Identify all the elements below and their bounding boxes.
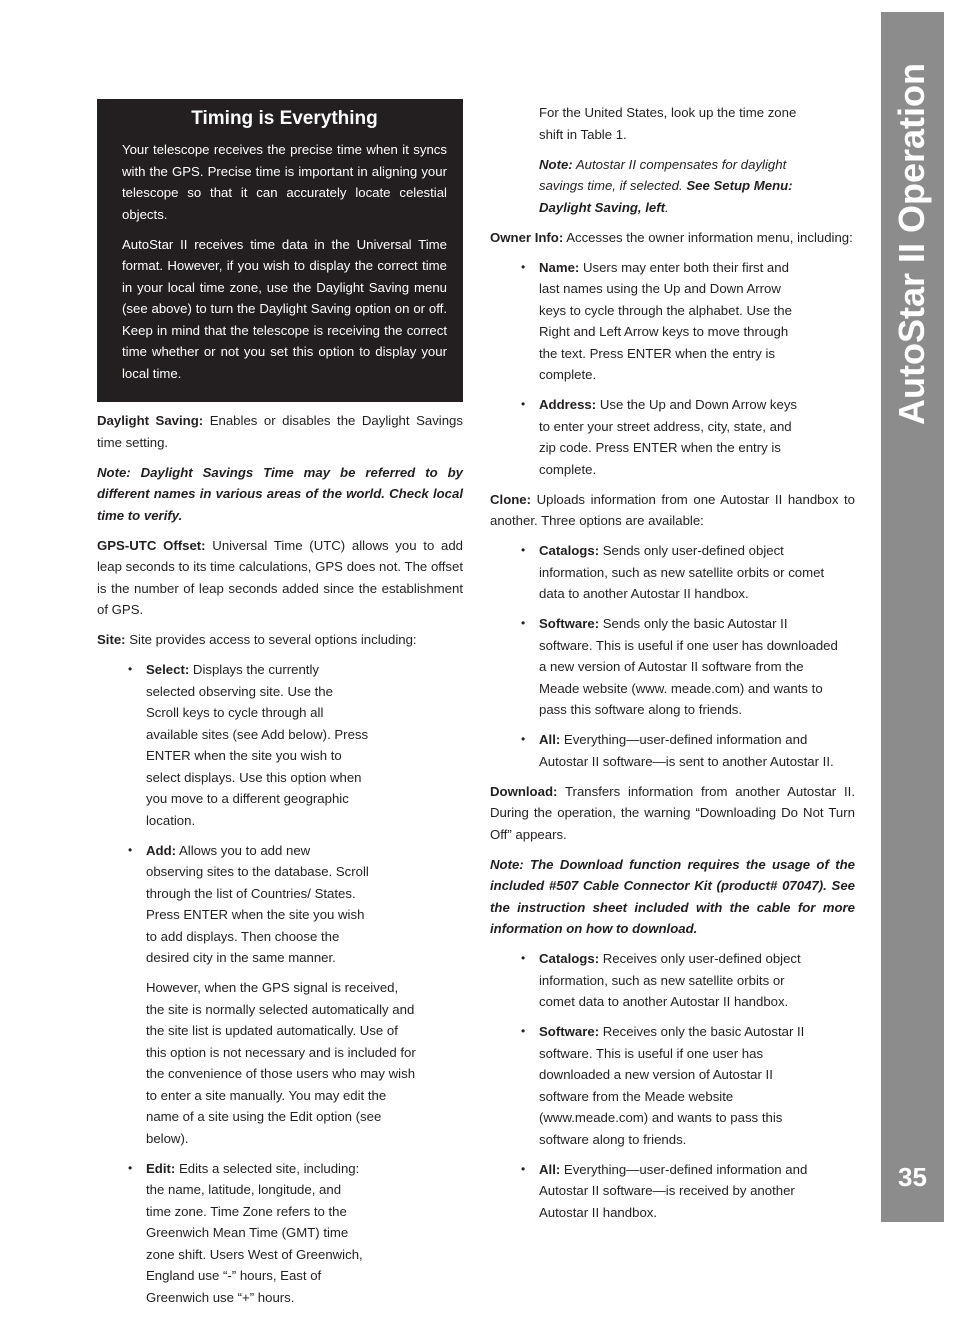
bullet: • — [521, 616, 526, 630]
item-label: All: — [539, 1161, 561, 1177]
item-text: Use the Up and Down Arrow keys to enter your street address, city, state, and zip code. Press ENTER when the entry is complete. — [539, 397, 798, 477]
list-item — [490, 540, 842, 605]
page-number: 35 — [898, 1162, 927, 1192]
note-reference: See Setup Menu: Daylight Saving, left — [539, 178, 793, 215]
list-item — [97, 659, 369, 831]
bullet: • — [128, 662, 133, 676]
owner-info-entry — [490, 227, 855, 249]
item-text: Receives only user-defined object information, such as new satellite orbits or comet data to another Autostar II handbox. — [539, 951, 801, 1009]
item-label: Name: — [539, 259, 580, 275]
list-item — [490, 257, 810, 386]
list-item — [490, 1021, 820, 1150]
daylight-compensation-note — [490, 154, 814, 219]
list-item — [97, 1158, 369, 1309]
site-options-list — [97, 659, 369, 969]
item-text: Everything—user-defined information and Autostar II software—is sent to another Autostar II. — [539, 732, 834, 769]
entry-text: Uploads information from one Autostar II handbox to another. Three options are available: — [490, 491, 855, 528]
side-tab — [881, 12, 944, 1222]
time-zone-paragraph: For the United States, look up the time zone shift in Table 1. — [539, 105, 797, 142]
bullet: • — [128, 842, 133, 857]
sidebox-title: Timing is Everything — [191, 108, 378, 129]
item-text: Edits a selected site, including: the name, latitude, longitude, and time zone. Time Zone refers to the Greenwich Mean Time (GMT) time zone shift. Users West of Greenwich, England use “-” hours, East of Greenwich use “+” hours. — [146, 1160, 363, 1305]
item-label: Address: — [539, 397, 597, 412]
entry-text: Site provides access to several options including: — [125, 632, 417, 647]
entry-text: Accesses the owner information menu, including: — [563, 229, 853, 245]
note-end: . — [665, 199, 669, 215]
item-label: Software: — [539, 1024, 600, 1039]
bullet: • — [521, 1161, 526, 1176]
item-label: Add: — [146, 842, 177, 858]
item-text: Sends only user-defined object information, such as new satellite orbits or comet data to another Autostar II handbox. — [539, 543, 825, 601]
list-item — [97, 840, 369, 969]
download-options-list — [490, 948, 820, 1223]
bullet: • — [521, 397, 526, 411]
entry-text: Transfers information from another Autostar II. During the operation, the warning “Downloading Do Not Turn Off” appears. — [490, 783, 855, 842]
list-item — [490, 394, 810, 480]
list-item — [490, 1159, 820, 1224]
clone-entry — [490, 489, 855, 532]
add-extra-paragraph: However, when the GPS signal is received, the site is normally selected automatically and the site list is updated automatically. Use of this option is not necessary and is included for the convenience of those users who may wish to enter a site manually. You may edit the name of a site using the Edit option (see below). — [146, 980, 416, 1146]
item-label: Edit: — [146, 1160, 176, 1176]
clone-options-list — [490, 540, 842, 772]
left-column — [97, 99, 463, 1317]
bullet: • — [128, 1160, 133, 1175]
note-text: Autostar II compensates for daylight savings time, if selected. — [539, 156, 787, 193]
timing-sidebox — [97, 99, 463, 402]
entry-label: Download: — [490, 783, 558, 799]
site-options-list-2 — [97, 1158, 369, 1309]
daylight-saving-entry — [97, 410, 463, 453]
item-label: Catalogs: — [539, 543, 600, 558]
bullet: • — [521, 1024, 526, 1038]
item-text: Allows you to add new observing sites to the database. Scroll through the list of Countries/ States. Press ENTER when the site you wish to add displays. Then choose the desired city in the same manner. — [146, 842, 369, 965]
entry-text: Enables or disables the Daylight Savings time setting. — [97, 413, 463, 450]
site-entry — [97, 629, 463, 651]
item-text: Everything—user-defined information and Autostar II software—is received by another Autostar II handbox. — [539, 1161, 808, 1220]
entry-label: GPS-UTC Offset: — [97, 537, 206, 553]
item-text: Sends only the basic Autostar II software. This is useful if one user has downloaded a new version of Autostar II software from the Meade website (www. meade.com) and wants to pass this software along to friends. — [539, 616, 838, 717]
list-item — [490, 613, 842, 721]
item-label: Catalogs: — [539, 951, 600, 966]
bullet: • — [521, 543, 526, 557]
section-title: AutoStar II Operation — [891, 62, 932, 426]
bullet: • — [521, 732, 526, 746]
bullet: • — [521, 259, 526, 274]
daylight-note: Note: Daylight Savings Time may be referred to by different names in various areas of the world. Check local time to verify. — [97, 464, 463, 523]
entry-text: Universal Time (UTC) allows you to add leap seconds to its time calculations, GPS does not. The offset is the number of leap seconds added since the establishment of GPS. — [97, 537, 464, 617]
bullet: • — [521, 951, 526, 965]
item-text: Users may enter both their first and last names using the Up and Down Arrow keys to cycle through the alphabet. Use the Right and Left Arrow keys to move through the text. Press ENTER when the entry is complete. — [539, 259, 792, 382]
entry-label: Owner Info: — [490, 229, 564, 245]
item-label: Select: — [146, 662, 190, 677]
download-entry — [490, 781, 855, 846]
gps-utc-entry — [97, 535, 463, 621]
list-item — [490, 729, 842, 772]
entry-label: Daylight Saving: — [97, 413, 204, 428]
item-label: All: — [539, 732, 561, 747]
entry-label: Site: — [97, 632, 126, 647]
sidebox-paragraph: Your telescope receives the precise time when it syncs with the GPS. Precise time is important in aligning your telescope so that it can accurately locate celestial objects. — [122, 142, 447, 222]
item-text: Receives only the basic Autostar II software. This is useful if one user has downloaded a new version of Autostar II software from the Meade website (www.meade.com) and wants to pass this software along to friends. — [539, 1024, 805, 1147]
note-label: Note: — [539, 156, 573, 172]
owner-options-list — [490, 257, 810, 481]
item-label: Software: — [539, 616, 600, 631]
right-column — [490, 102, 855, 1232]
entry-label: Clone: — [490, 491, 532, 507]
list-item — [490, 948, 820, 1013]
download-note: Note: The Download function requires the usage of the included #507 Cable Connector Kit (product# 07047). See the instruction sheet included with the cable for more information on how to download. — [490, 856, 855, 936]
item-text: Displays the currently selected observing site. Use the Scroll keys to cycle through all available sites (see Add below). Press ENTER when the site you wish to select displays. Use this option when you move to a different geographic location. — [146, 662, 369, 828]
sidebox-paragraph: AutoStar II receives time data in the Universal Time format. However, if you wish to display the correct time in your local time zone, use the Daylight Saving menu (see above) to turn the Daylight Saving option on or off. Keep in mind that the telescope is receiving the correct time whether or not you set this option to display your local time. — [122, 236, 447, 381]
